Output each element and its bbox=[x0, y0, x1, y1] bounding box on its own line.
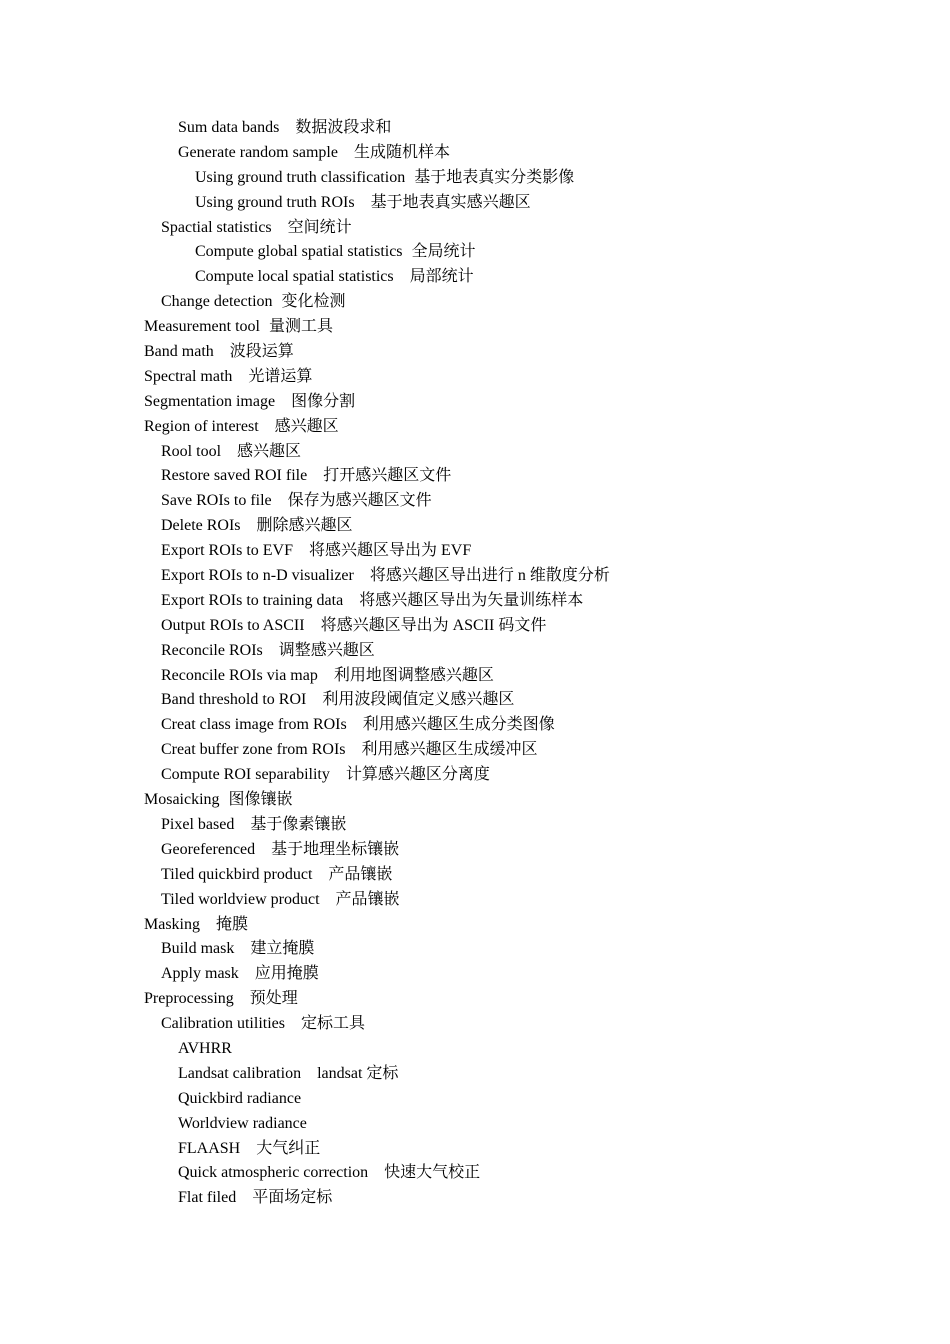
outline-item: Landsat calibration landsat 定标 bbox=[178, 1064, 399, 1082]
outline-item: Restore saved ROI file 打开感兴趣区文件 bbox=[161, 467, 452, 485]
outline-item: Band threshold to ROI 利用波段阈值定义感兴趣区 bbox=[161, 691, 515, 709]
outline-item: Output ROIs to ASCII 将感兴趣区导出为 ASCII 码文件 bbox=[161, 616, 547, 634]
menu-outline bbox=[0, 116, 610, 1211]
outline-item: Export ROIs to EVF 将感兴趣区导出为 EVF bbox=[161, 542, 472, 560]
outline-item: Segmentation image 图像分割 bbox=[144, 392, 356, 410]
outline-item: FLAASH 大气纠正 bbox=[178, 1139, 321, 1157]
outline-item: Sum data bands 数据波段求和 bbox=[178, 119, 392, 136]
outline-item: Compute local spatial statistics 局部统计 bbox=[195, 268, 474, 286]
outline-item: Flat filed 平面场定标 bbox=[178, 1189, 333, 1207]
outline-item: Apply mask 应用掩膜 bbox=[161, 965, 319, 983]
outline-item: Pixel based 基于像素镶嵌 bbox=[161, 815, 347, 833]
outline-item: Mosaicking 图像镶嵌 bbox=[144, 791, 293, 809]
outline-item: Masking 掩膜 bbox=[144, 915, 249, 933]
outline-item: Creat class image from ROIs 利用感兴趣区生成分类图像 bbox=[161, 716, 555, 734]
outline-item: Export ROIs to n-D visualizer 将感兴趣区导出进行 n 维散度分析 bbox=[161, 567, 610, 585]
outline-item: Change detection 变化检测 bbox=[161, 293, 346, 311]
outline-item: Save ROIs to file 保存为感兴趣区文件 bbox=[161, 492, 432, 510]
outline-item: Calibration utilities 定标工具 bbox=[161, 1015, 365, 1033]
outline-item: Spactial statistics 空间统计 bbox=[161, 218, 352, 236]
outline-item: Band math 波段运算 bbox=[144, 343, 294, 361]
outline-item: Build mask 建立掩膜 bbox=[161, 940, 315, 958]
outline-item: Region of interest 感兴趣区 bbox=[144, 417, 339, 435]
outline-item: Delete ROIs 删除感兴趣区 bbox=[161, 517, 353, 535]
outline-item: Preprocessing 预处理 bbox=[144, 990, 298, 1008]
outline-item: Spectral math 光谱运算 bbox=[144, 367, 313, 385]
outline-item: Quick atmospheric correction 快速大气校正 bbox=[178, 1164, 481, 1182]
outline-item: Measurement tool 量测工具 bbox=[144, 318, 333, 336]
outline-item: Reconcile ROIs via map 利用地图调整感兴趣区 bbox=[161, 666, 494, 684]
outline-item: Rool tool 感兴趣区 bbox=[161, 442, 302, 460]
outline-item: AVHRR bbox=[178, 1039, 232, 1057]
outline-item: Tiled quickbird product 产品镶嵌 bbox=[161, 865, 393, 883]
outline-item: Using ground truth classification 基于地表真实分类影像 bbox=[195, 168, 575, 186]
outline-item: Creat buffer zone from ROIs 利用感兴趣区生成缓冲区 bbox=[161, 741, 538, 759]
outline-item: Generate random sample 生成随机样本 bbox=[178, 143, 450, 161]
outline-item: Compute global spatial statistics 全局统计 bbox=[195, 243, 476, 261]
outline-item: Quickbird radiance bbox=[178, 1089, 302, 1107]
outline-item: Tiled worldview product 产品镶嵌 bbox=[161, 890, 400, 908]
outline-item: Worldview radiance bbox=[178, 1114, 307, 1132]
outline-item: Reconcile ROIs 调整感兴趣区 bbox=[161, 641, 375, 659]
outline-item: Export ROIs to training data 将感兴趣区导出为矢量训练样本 bbox=[161, 591, 584, 609]
outline-item: Compute ROI separability 计算感兴趣区分离度 bbox=[161, 766, 490, 784]
outline-item: Georeferenced 基于地理坐标镶嵌 bbox=[161, 840, 400, 858]
outline-item: Using ground truth ROIs 基于地表真实感兴趣区 bbox=[195, 193, 531, 211]
